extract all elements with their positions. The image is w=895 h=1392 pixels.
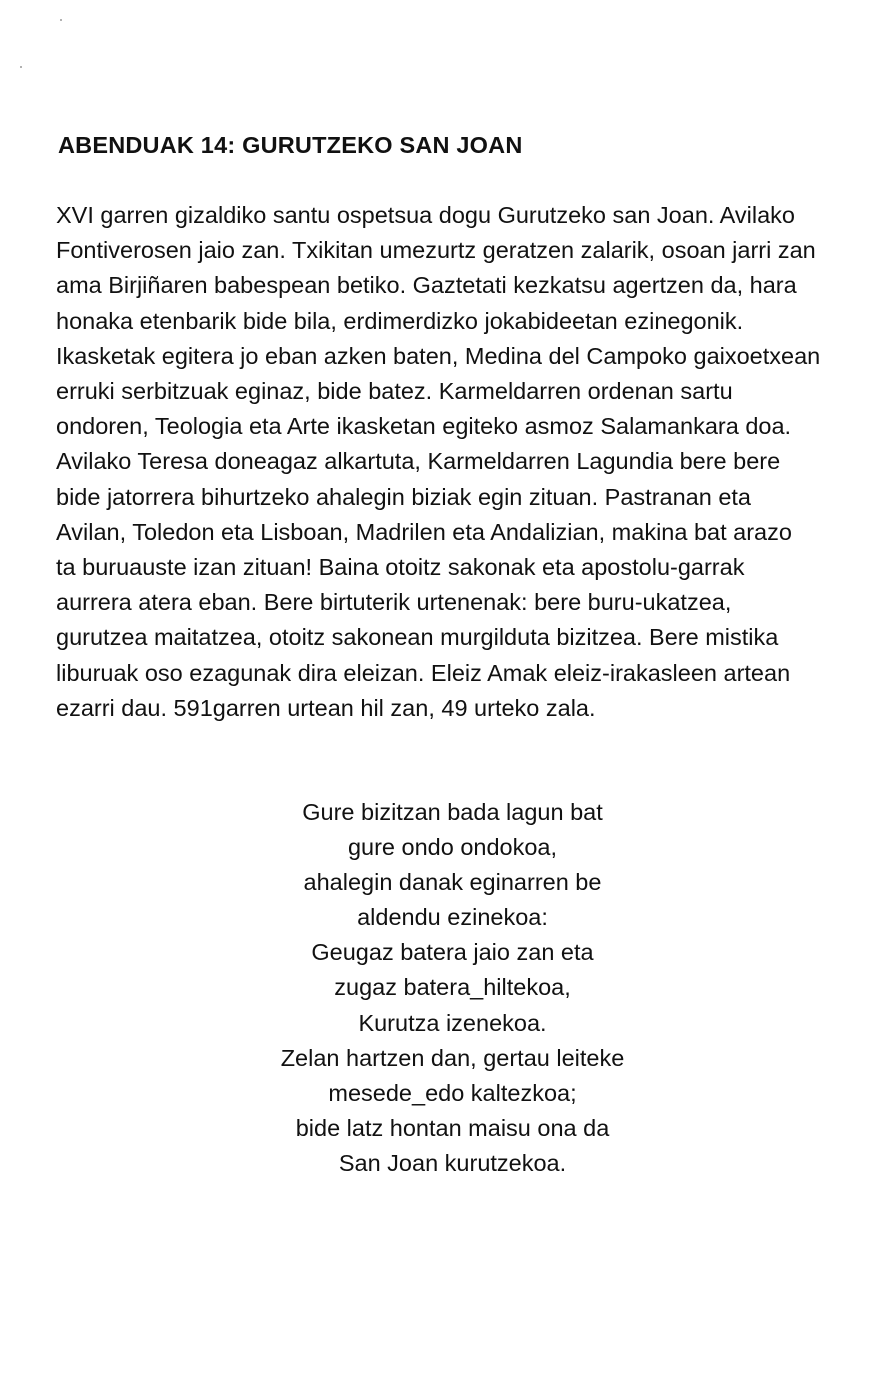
scan-speck [60,19,62,21]
body-line: erruki serbitzuak eginaz, bide batez. Karmeldarren ordenan sartu [56,378,733,405]
poem-line: San Joan kurutzekoa. [338,1149,567,1176]
poem-line: Geugaz batera jaio zan eta [311,939,594,966]
body-line: Avilako Teresa doneagaz alkartuta, Karmeldarren Lagundia bere bere [56,448,781,475]
body-line: Fontiverosen jaio zan. Txikitan umezurtz geratzen zalarik, osoan jarri zan [56,237,816,264]
poem-line: Kurutza izenekoa. [358,1009,547,1036]
body-line: XVI garren gizaldiko santu ospetsua dogu Gurutzeko san Joan. Avilako [56,202,795,228]
body-line: honaka etenbarik bide bila, erdimerdizko jokabideetan ezinegonik. [56,307,744,334]
poem-line: ahalegin danak eginarren be [303,869,602,896]
poem-line: aldendu ezinekoa: [357,904,548,931]
body-line: ta buruauste izan zituan! Baina otoitz sakonak eta apostolu-garrak [56,554,745,581]
poem-line: Gure bizitzan bada lagun bat [302,799,603,825]
body-line: Avilan, Toledon eta Lisboan, Madrilen eta Andalizian, makina bat arazo [56,518,792,545]
body-line: bide jatorrera bihurtzeko ahalegin biziak egin zituan. Pastranan eta [56,483,751,510]
poem-line: zugaz batera_hiltekoa, [334,974,571,1001]
body-line: ondoren, Teologia eta Arte ikasketan egiteko asmoz Salamankara doa. [56,413,792,440]
poem-line: bide latz hontan maisu ona da [295,1114,610,1141]
poem [0,795,895,1181]
body-line: ama Birjiñaren babespean betiko. Gaztetati kezkatsu agertzen da, hara [56,272,797,299]
page-title: ABENDUAK 14: GURUTZEKO SAN JOAN [58,132,523,158]
body-line: gurutzea maitatzea, otoitz sakonean murgilduta bizitzea. Bere mistika [56,624,779,651]
scan-speck [20,66,22,68]
poem-line: mesede_edo kaltezkoa; [328,1079,577,1106]
body-paragraph [56,198,856,726]
body-line: liburuak oso ezagunak dira eleizan. Eleiz Amak eleiz-irakasleen artean [56,659,791,686]
poem-line: gure ondo ondokoa, [347,834,558,861]
body-line: Ikasketak egitera jo eban azken baten, Medina del Campoko gaixoetxean [56,342,821,369]
body-line: aurrera atera eban. Bere birtuterik urtenenak: bere buru-ukatzea, [56,589,732,616]
body-line: ezarri dau. 591garren urtean hil zan, 49 urteko zala. [56,694,596,721]
poem-line: Zelan hartzen dan, gertau leiteke [280,1044,625,1071]
